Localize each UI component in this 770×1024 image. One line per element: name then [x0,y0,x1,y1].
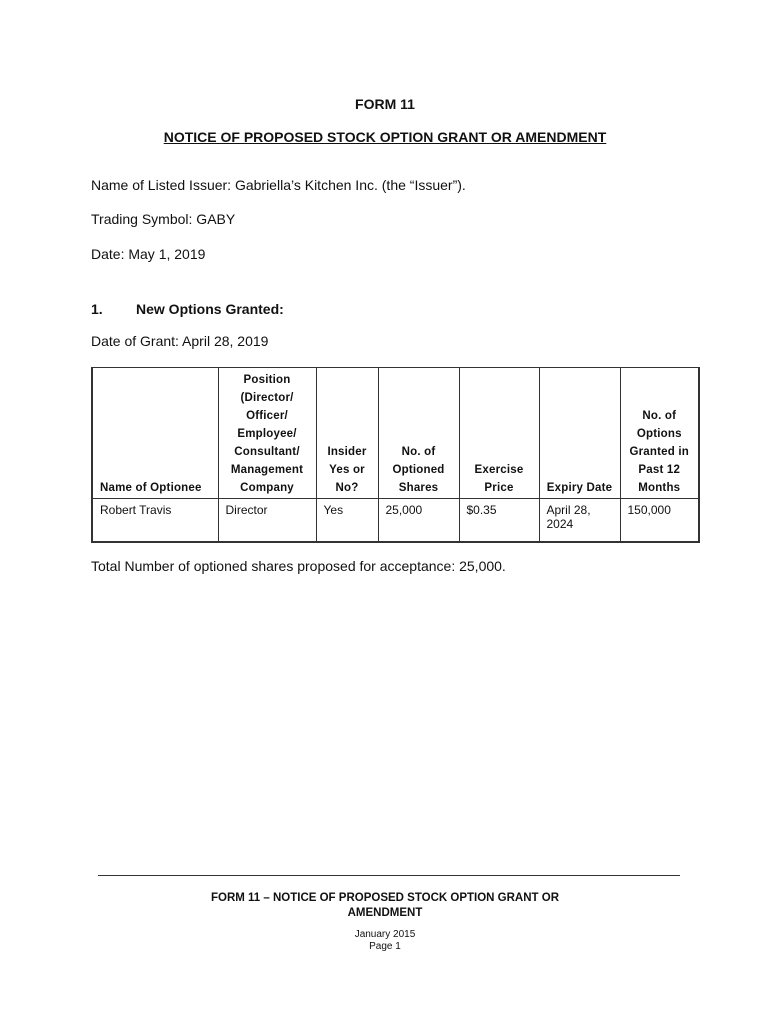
cell-expiry-date: April 28, 2024 [539,499,620,543]
footer-title [0,891,770,921]
options-table [91,367,700,543]
cell-insider: Yes [316,499,378,543]
footer-divider [98,875,680,876]
total-optioned-shares-line: Total Number of optioned shares proposed for acceptance: 25,000. [91,558,506,574]
cell-optioned-shares: 25,000 [378,499,459,543]
issuer-name-line: Name of Listed Issuer: Gabriella’s Kitchen Inc. (the “Issuer”). [91,177,466,193]
section-heading [91,301,284,317]
form-number: FORM 11 [355,96,415,112]
header-optioned-shares: No. of Optioned Shares [378,368,459,499]
date-of-grant-line: Date of Grant: April 28, 2019 [91,333,269,349]
footer-title-text: FORM 11 – NOTICE OF PROPOSED STOCK OPTION GRANT OR AMENDMENT [210,892,560,919]
table-row [92,499,699,543]
header-options-past-12-months: No. of Options Granted in Past 12 Months [620,368,699,499]
section-title: New Options Granted: [136,301,284,317]
date-line: Date: May 1, 2019 [91,246,206,262]
cell-exercise-price: $0.35 [459,499,539,543]
header-expiry-date: Expiry Date [539,368,620,499]
header-insider: Insider Yes or No? [316,368,378,499]
cell-position: Director [218,499,316,543]
table-header-row [92,368,699,499]
header-name-of-optionee: Name of Optionee [92,368,218,499]
cell-options-past-12-months: 150,000 [620,499,699,543]
header-exercise-price: Exercise Price [459,368,539,499]
form-title: NOTICE OF PROPOSED STOCK OPTION GRANT OR AMENDMENT [163,129,607,145]
header-position: Position (Director/ Officer/ Employee/ Consultant/ Management Company [218,368,316,499]
section-number: 1. [91,301,103,317]
cell-optionee-name: Robert Travis [92,499,218,543]
trading-symbol-line: Trading Symbol: GABY [91,211,236,227]
footer-date: January 2015 [354,929,416,940]
footer-page-number: Page 1 [369,941,401,952]
